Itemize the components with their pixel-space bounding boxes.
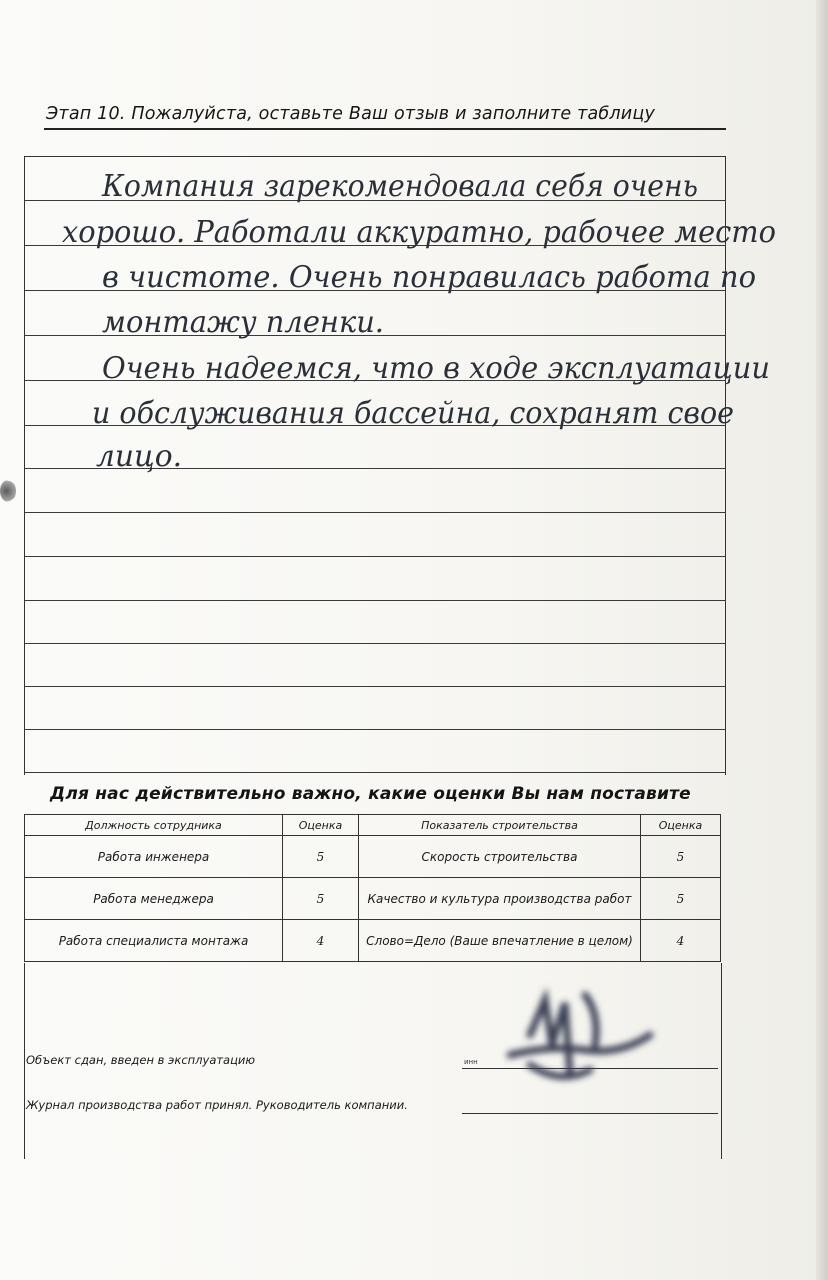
indicator-cell: Слово=Дело (Ваше впечатление в целом) [359,920,641,962]
ruled-line [24,686,726,687]
ruled-line [24,512,726,513]
table-header-row [25,815,721,836]
score-cell: 5 [283,836,359,878]
sig-caption: инн [464,1058,478,1066]
position-cell: Работа менеджера [25,878,283,920]
score-cell: 5 [283,878,359,920]
header-score: Оценка [283,815,359,836]
ruled-line [24,335,726,336]
binder-hole [0,480,16,502]
review-line: и обслуживания бассейна, сохранят свое [92,396,734,431]
ruled-line [24,290,726,291]
ruled-line [24,200,726,201]
title-underline [44,128,726,130]
review-box [24,156,726,775]
table-row [25,836,721,878]
journal-label: Журнал производства работ принял. Руководитель компании. [26,1098,408,1112]
table-row [25,920,721,962]
ratings-table [24,814,721,962]
header-indicator: Показатель строительства [359,815,641,836]
review-line: Очень надеемся, что в ходе эксплуатации [102,351,770,386]
accepted-label: Объект сдан, введен в эксплуатацию [26,1053,256,1067]
stage-title: Этап 10. Пожалуйста, оставьте Ваш отзыв и заполните таблицу [46,104,656,124]
position-cell: Работа инженера [25,836,283,878]
review-line: монтажу пленки. [102,305,384,340]
score-cell: 5 [641,836,721,878]
indicator-cell: Скорость строительства [359,836,641,878]
signature-line [462,1113,718,1114]
score-cell: 4 [641,920,721,962]
signature-image [490,975,660,1095]
page-edge [816,0,828,1280]
header-score: Оценка [641,815,721,836]
ruled-line [24,600,726,601]
ruled-line [24,729,726,730]
position-cell: Работа специалиста монтажа [25,920,283,962]
review-line: лицо. [96,439,182,474]
score-cell: 4 [283,920,359,962]
ruled-line [24,556,726,557]
review-line: Компания зарекомендовала себя очень [101,169,698,204]
table-row [25,878,721,920]
score-cell: 5 [641,878,721,920]
ruled-line [24,425,726,426]
indicator-cell: Качество и культура производства работ [359,878,641,920]
ruled-line [24,772,726,773]
ratings-heading: Для нас действительно важно, какие оценки Вы нам поставите [50,784,691,804]
review-line: в чистоте. Очень понравилась работа по [102,260,756,295]
review-line: хорошо. Работали аккуратно, рабочее место [62,215,776,250]
ruled-line [24,468,726,469]
ruled-line [24,245,726,246]
ruled-line [24,380,726,381]
ruled-line [24,643,726,644]
header-position: Должность сотрудника [25,815,283,836]
